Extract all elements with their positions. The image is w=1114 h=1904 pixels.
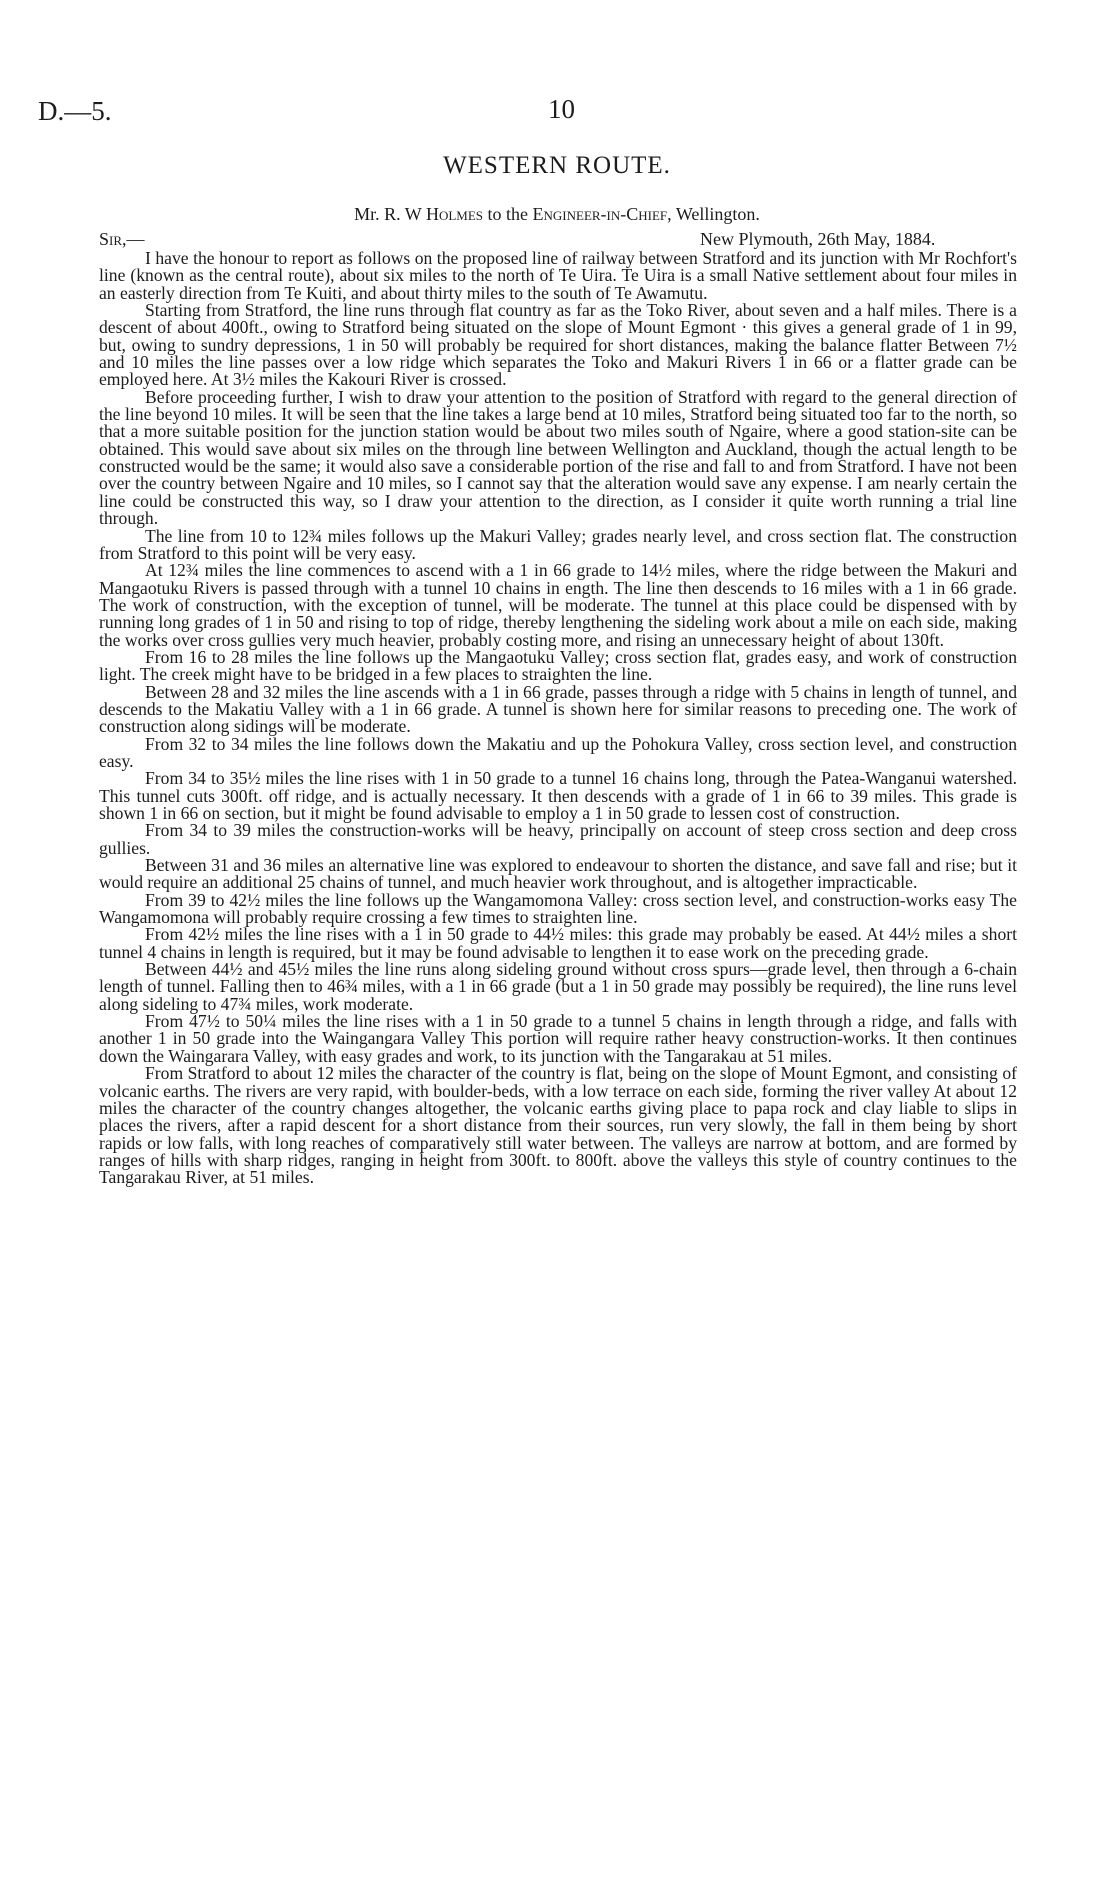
paragraph: From 39 to 42½ miles the line follows up the Wangamomona Valley: cross section level, and construction-works easy The Wangamomona will probably require crossing a few times to straighten line. bbox=[99, 889, 1017, 928]
paragraph: I have the honour to report as follows on the proposed line of railway between Stratford and its junction with Mr Rochfort's line (known as the central route), about six miles to the north of Te Uira. Te Uira is a small Native settlement about four miles in an easterly direction from Te Kuiti, and about thirty miles to the south of Te Awamutu. bbox=[99, 248, 1017, 303]
paragraph: From 47½ to 50¼ miles the line rises with a 1 in 50 grade to a tunnel 5 chains in length through a ridge, and falls with another 1 in 50 grade into the Waingangara Valley This portion will require rather heavy construction-works. It then continues down the Waingarara Valley, with easy grades and work, to its junction with the Tangarakau at 51 miles. bbox=[99, 1011, 1017, 1066]
salutation: Sir,— bbox=[99, 229, 145, 249]
dateline: New Plymouth, 26th May, 1884. bbox=[700, 229, 936, 249]
paragraph: From 34 to 35½ miles the line rises with 1 in 50 grade to a tunnel 16 chains long, through the Patea-Wanganui watershed. This tunnel cuts 300ft. off ridge, and is actually necessary. It then descends with a grade of 1 in 66 to 39 miles. This grade is shown 1 in 66 on section, but it might be found advisable to employ a 1 in 50 grade to lessen cost of construction. bbox=[99, 768, 1017, 823]
document-reference: D.—5. bbox=[38, 96, 112, 126]
paragraph: Between 28 and 32 miles the line ascends with a 1 in 66 grade, passes through a ridge with 5 chains in length of tunnel, and descends to the Makatiu Valley with a 1 in 66 grade. A tunnel is shown here for similar reasons to preceding one. The work of construction along sidings will be moderate. bbox=[99, 681, 1017, 737]
letter-from-line bbox=[0, 204, 1114, 225]
letter-body bbox=[99, 250, 1017, 1187]
paragraph: At 12¾ miles the line commences to ascend with a 1 in 66 grade to 14½ miles, where the ridge between the Makuri and Mangaotuku Rivers is passed through with a tunnel 10 chains in ength. The line then descends to 16 miles with a 1 in 66 grade. The work of construction, with the exception of tunnel, will be moderate. The tunnel at this place could be dispensed with by running long grades of 1 in 50 and rising to top of ridge, thereby lengthening the sideling work about a mile on each side, making the works over cross gullies very much heavier, probably costing more, and rising an unnecessary height of about 130ft. bbox=[99, 560, 1017, 650]
paragraph: Between 44½ and 45½ miles the line runs along sideling ground without cross spurs—grade level, then through a 6-chain length of tunnel. Falling then to 46¾ miles, with a 1 in 66 grade (but a 1 in 50 grade may possibly be required), the line runs level along sideling to 47¾ miles, work moderate. bbox=[99, 959, 1017, 1014]
paragraph: From 34 to 39 miles the construction-works will be heavy, principally on account of steep cross section and deep cross gullies. bbox=[99, 820, 1017, 858]
from-prefix: Mr. R. W bbox=[354, 204, 422, 224]
paragraph: Starting from Stratford, the line runs through flat country as far as the Toko River, about seven and a half miles. There is a descent of about 400ft., owing to Stratford being situated on the slope of Mount Egmont · this gives a general grade of 1 in 99, but, owing to sundry depressions, 1 in 50 will probably be required for short distances, making the balance flatter Between 7½ and 10 miles the line passes over a low ridge which separates the Toko and Makuri Rivers 1 in 66 or a flatter grade can be employed here. At 3½ miles the Kakouri River is crossed. bbox=[99, 300, 1017, 390]
paragraph: From Stratford to about 12 miles the character of the country is flat, being on the slope of Mount Egmont, and consisting of volcanic earths. The rivers are very rapid, with boulder-beds, with a low terrace on each side, forming the river valley At about 12 miles the character of the country changes altogether, the volcanic earths giving place to papa rock and clay liable to slips in places the rivers, after a rapid descent for a short distance from their sources, run very slowly, the fall in them being by short rapids or low falls, with long reaches of comparatively still water between. The valleys are narrow at bottom, and are formed by ranges of hills with sharp ridges, ranging in height from 300ft. to 800ft. above the valleys this style of country continues to the Tangarakau River, at 51 miles. bbox=[99, 1063, 1017, 1188]
paragraph: The line from 10 to 12¾ miles follows up the Makuri Valley; grades nearly level, and cross section flat. The construction from Stratford to this point will be very easy. bbox=[99, 525, 1017, 563]
from-name: Holmes bbox=[425, 204, 484, 224]
from-to: to the bbox=[487, 204, 529, 224]
section-title: WESTERN ROUTE. bbox=[443, 152, 671, 179]
from-place: , Wellington. bbox=[667, 204, 760, 224]
paragraph: From 16 to 28 miles the line follows up the Mangaotuku Valley; cross section flat, grades easy, and work of construction light. The creek might have to be bridged in a few places to straighten the line. bbox=[99, 646, 1017, 685]
from-recipient: Engineer-in-Chief bbox=[532, 204, 668, 224]
paragraph: From 42½ miles the line rises with a 1 in 50 grade to 44½ miles: this grade may probably be eased. At 44½ miles a short tunnel 4 chains in length is required, but it may be found advisable to lengthen it to ease work on the preceding grade. bbox=[99, 924, 1017, 962]
page-number: 10 bbox=[548, 94, 575, 124]
paragraph: From 32 to 34 miles the line follows down the Makatiu and up the Pohokura Valley, cross section level, and construction easy. bbox=[99, 733, 1017, 771]
paragraph: Before proceeding further, I wish to draw your attention to the position of Stratford with regard to the general direction of the line beyond 10 miles. It will be seen that the line takes a large bend at 10 miles, Stratford being situated too far to the north, so that a more suitable position for the junction station would be about two miles south of Ngaire, where a good station-site can be obtained. This would save about six miles on the through line between Wellington and Auckland, though the actual length to be constructed would be the same; it would also save a considerable portion of the rise and fall to and from Stratford. I have not been over the country between Ngaire and 10 miles, so I cannot say that the alteration would save any expense. I am nearly certain the line could be constructed this way, so I draw your attention to the direction, as I consider it quite worth running a trial line through. bbox=[99, 386, 1017, 529]
paragraph: Between 31 and 36 miles an alternative line was explored to endeavour to shorten the distance, and save fall and rise; but it would require an additional 25 chains of tunnel, and much heavier work throughout, and is altogether impracticable. bbox=[99, 855, 1017, 893]
